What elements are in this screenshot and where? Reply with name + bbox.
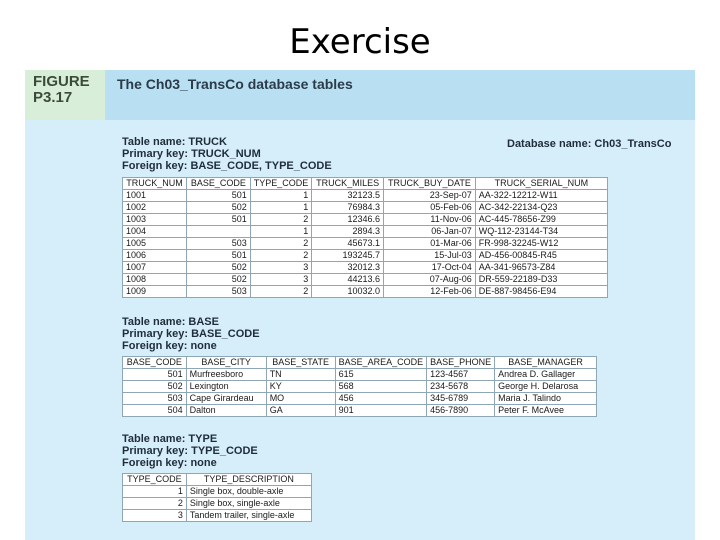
truck-table-row: [123, 190, 608, 202]
base-foreign-key: Foreign key: none: [122, 340, 217, 352]
truck-table-cell: AD-456-00845-R45: [475, 250, 607, 262]
base-table-name: Table name: BASE: [122, 316, 219, 328]
base-table-cell: 502: [123, 381, 187, 393]
truck-table-cell: 32123.5: [312, 190, 384, 202]
truck-column-header: TRUCK_SERIAL_NUM: [475, 178, 607, 190]
type-table: [122, 473, 312, 522]
base-table-row: [123, 393, 597, 405]
base-table-cell: 901: [335, 405, 427, 417]
truck-table-cell: AA-322-12212-W11: [475, 190, 607, 202]
truck-table-cell: 193245.7: [312, 250, 384, 262]
truck-table-cell: 1005: [123, 238, 187, 250]
truck-table-cell: 10032.0: [312, 286, 384, 298]
truck-table-name: Table name: TRUCK: [122, 136, 227, 148]
truck-meta: [122, 136, 332, 172]
truck-table: [122, 177, 608, 298]
truck-table-cell: WQ-112-23144-T34: [475, 226, 607, 238]
type-table-name: Table name: TYPE: [122, 433, 218, 445]
type-table-row: [123, 498, 312, 510]
truck-table-cell: 2: [250, 286, 312, 298]
base-table-cell: Murfreesboro: [186, 369, 266, 381]
base-table-cell: MO: [266, 393, 335, 405]
base-column-header: BASE_STATE: [266, 357, 335, 369]
truck-table-row: [123, 238, 608, 250]
truck-table-cell: 1003: [123, 214, 187, 226]
truck-header-row: [123, 178, 608, 190]
truck-table-row: [123, 202, 608, 214]
truck-table-cell: 503: [186, 238, 250, 250]
type-table-cell: 2: [123, 498, 187, 510]
truck-table-cell: 17-Oct-04: [384, 262, 476, 274]
truck-table-cell: AA-341-96573-Z84: [475, 262, 607, 274]
base-column-header: BASE_CODE: [123, 357, 187, 369]
base-column-header: BASE_MANAGER: [495, 357, 597, 369]
truck-primary-key: Primary key: TRUCK_NUM: [122, 148, 261, 160]
base-table-cell: 123-4567: [427, 369, 495, 381]
base-table-cell: 615: [335, 369, 427, 381]
truck-table-cell: 45673.1: [312, 238, 384, 250]
truck-table-cell: 32012.3: [312, 262, 384, 274]
base-table-cell: GA: [266, 405, 335, 417]
database-name: Database name: Ch03_TransCo: [507, 138, 672, 150]
type-table-row: [123, 510, 312, 522]
truck-table-row: [123, 286, 608, 298]
figure-title: The Ch03_TransCo database tables: [117, 76, 353, 92]
truck-table-cell: 76984.3: [312, 202, 384, 214]
truck-table-cell: 1009: [123, 286, 187, 298]
truck-table-cell: [186, 226, 250, 238]
truck-table-cell: 2894.3: [312, 226, 384, 238]
type-foreign-key: Foreign key: none: [122, 457, 217, 469]
base-table-cell: Andrea D. Gallager: [495, 369, 597, 381]
truck-column-header: TRUCK_MILES: [312, 178, 384, 190]
truck-table-cell: 1: [250, 190, 312, 202]
truck-table-cell: 1002: [123, 202, 187, 214]
truck-table-cell: 1: [250, 202, 312, 214]
type-table-cell: Tandem trailer, single-axle: [186, 510, 311, 522]
base-table-cell: 234-5678: [427, 381, 495, 393]
base-column-header: BASE_CITY: [186, 357, 266, 369]
base-table-cell: KY: [266, 381, 335, 393]
truck-table-row: [123, 214, 608, 226]
base-table-cell: George H. Delarosa: [495, 381, 597, 393]
base-table-cell: Maria J. Talindo: [495, 393, 597, 405]
truck-table-cell: 11-Nov-06: [384, 214, 476, 226]
base-table-cell: 504: [123, 405, 187, 417]
truck-table-cell: FR-998-32245-W12: [475, 238, 607, 250]
truck-table-cell: 501: [186, 190, 250, 202]
figure-header: [25, 70, 695, 120]
base-table-cell: Dalton: [186, 405, 266, 417]
type-column-header: TYPE_CODE: [123, 474, 187, 486]
base-table-cell: 456: [335, 393, 427, 405]
base-primary-key: Primary key: BASE_CODE: [122, 328, 260, 340]
truck-table-cell: 06-Jan-07: [384, 226, 476, 238]
type-primary-key: Primary key: TYPE_CODE: [122, 445, 258, 457]
base-table-cell: 456-7890: [427, 405, 495, 417]
truck-column-header: BASE_CODE: [186, 178, 250, 190]
truck-table-cell: 2: [250, 250, 312, 262]
base-table-cell: 568: [335, 381, 427, 393]
type-meta: [122, 433, 258, 469]
truck-column-header: TRUCK_BUY_DATE: [384, 178, 476, 190]
truck-table-cell: 501: [186, 250, 250, 262]
truck-table-cell: 12346.6: [312, 214, 384, 226]
base-table-cell: Peter F. McAvee: [495, 405, 597, 417]
truck-table-cell: AC-445-78656-Z99: [475, 214, 607, 226]
base-meta: [122, 316, 260, 352]
truck-table-cell: 01-Mar-06: [384, 238, 476, 250]
base-table-cell: 501: [123, 369, 187, 381]
type-table-cell: Single box, single-axle: [186, 498, 311, 510]
slide-title: Exercise: [289, 22, 431, 62]
base-table-cell: TN: [266, 369, 335, 381]
truck-table-cell: 1007: [123, 262, 187, 274]
type-table-cell: Single box, double-axle: [186, 486, 311, 498]
truck-table-cell: 502: [186, 274, 250, 286]
base-table-cell: 503: [123, 393, 187, 405]
base-table-cell: 345-6789: [427, 393, 495, 405]
base-table-cell: Cape Girardeau: [186, 393, 266, 405]
base-table-row: [123, 381, 597, 393]
base-header-row: [123, 357, 597, 369]
truck-table-cell: 3: [250, 262, 312, 274]
base-column-header: BASE_PHONE: [427, 357, 495, 369]
base-table: [122, 356, 597, 417]
truck-table-cell: AC-342-22134-Q23: [475, 202, 607, 214]
truck-table-cell: 05-Feb-06: [384, 202, 476, 214]
truck-table-row: [123, 226, 608, 238]
truck-table-cell: 15-Jul-03: [384, 250, 476, 262]
type-column-header: TYPE_DESCRIPTION: [186, 474, 311, 486]
base-table-cell: Lexington: [186, 381, 266, 393]
type-table-cell: 3: [123, 510, 187, 522]
truck-table-cell: 3: [250, 274, 312, 286]
figure-label: [25, 70, 105, 120]
type-table-cell: 1: [123, 486, 187, 498]
truck-table-cell: 1006: [123, 250, 187, 262]
figure-label-line1: FIGURE: [33, 73, 90, 90]
base-table-row: [123, 369, 597, 381]
truck-table-row: [123, 262, 608, 274]
truck-column-header: TYPE_CODE: [250, 178, 312, 190]
truck-table-cell: 12-Feb-06: [384, 286, 476, 298]
figure-label-line2: P3.17: [33, 89, 73, 106]
truck-table-cell: 44213.6: [312, 274, 384, 286]
truck-column-header: TRUCK_NUM: [123, 178, 187, 190]
truck-table-row: [123, 274, 608, 286]
truck-table-cell: 502: [186, 202, 250, 214]
truck-table-cell: 1008: [123, 274, 187, 286]
truck-table-cell: 1: [250, 226, 312, 238]
truck-table-cell: DR-559-22189-D33: [475, 274, 607, 286]
type-table-row: [123, 486, 312, 498]
truck-table-cell: 501: [186, 214, 250, 226]
truck-foreign-key: Foreign key: BASE_CODE, TYPE_CODE: [122, 160, 332, 172]
truck-table-cell: 503: [186, 286, 250, 298]
truck-table-row: [123, 250, 608, 262]
truck-table-cell: 23-Sep-07: [384, 190, 476, 202]
base-table-row: [123, 405, 597, 417]
truck-table-cell: 07-Aug-06: [384, 274, 476, 286]
truck-table-cell: 1001: [123, 190, 187, 202]
truck-table-cell: 1004: [123, 226, 187, 238]
truck-table-cell: DE-887-98456-E94: [475, 286, 607, 298]
type-header-row: [123, 474, 312, 486]
truck-table-cell: 2: [250, 214, 312, 226]
base-column-header: BASE_AREA_CODE: [335, 357, 427, 369]
truck-table-cell: 502: [186, 262, 250, 274]
figure-panel: [25, 70, 695, 540]
truck-table-cell: 2: [250, 238, 312, 250]
